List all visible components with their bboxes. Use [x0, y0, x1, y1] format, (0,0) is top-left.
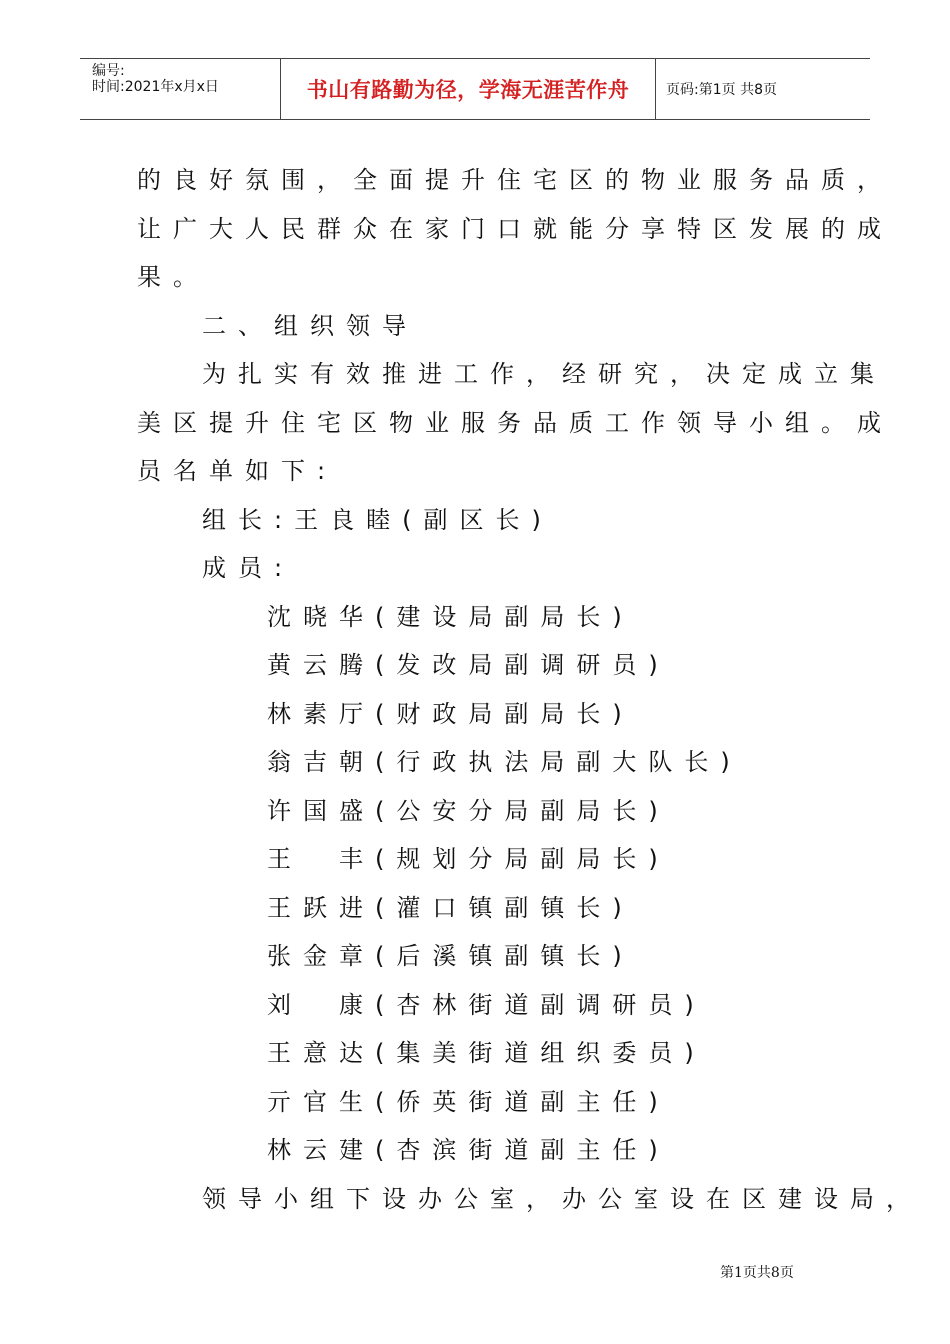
body-line: 美区提升住宅区物业服务品质工作领导小组。成 [137, 409, 893, 437]
member-item: 王跃进(灌口镇副镇长) [267, 894, 634, 922]
member-item: 张金章(后溪镇副镇长) [267, 942, 634, 970]
member-item: 沈晓华(建设局副局长) [267, 603, 634, 631]
header-left-cell [80, 59, 280, 119]
member-item: 林云建(杏滨街道副主任) [267, 1136, 670, 1164]
document-number-label: 编号: [92, 63, 125, 79]
leader-line: 组长:王良睦(副区长) [202, 506, 553, 534]
motto-text: 书山有路勤为径，学海无涯苦作舟 [306, 78, 630, 102]
body-line: 让广大人民群众在家门口就能分享特区发展的成 [137, 215, 893, 243]
member-item: 王 丰(规划分局副局长) [267, 845, 670, 873]
header-page-cell [656, 59, 880, 119]
body-line: 领导小组下设办公室，办公室设在区建设局， [202, 1185, 922, 1213]
member-item: 黄云腾(发改局副调研员) [267, 651, 670, 679]
body-line: 员名单如下: [137, 457, 338, 485]
body-line: 果。 [137, 263, 209, 291]
document-time-label: 时间:2021年x月x日 [92, 79, 219, 95]
member-item: 林素厅(财政局副局长) [267, 700, 634, 728]
member-item: 许国盛(公安分局副局长) [267, 797, 670, 825]
member-item: 翁吉朝(行政执法局副大队长) [267, 748, 742, 776]
members-label: 成员: [202, 554, 295, 582]
section-heading: 二、组织领导 [202, 312, 418, 340]
body-line: 的良好氛围，全面提升住宅区的物业服务品质， [137, 166, 893, 194]
page-info: 页码:第1页 共8页 [666, 82, 777, 98]
body-line: 为扎实有效推进工作，经研究，决定成立集 [202, 360, 886, 388]
member-item: 王意达(集美街道组织委员) [267, 1039, 706, 1067]
page-footer: 第1页共8页 [720, 1265, 794, 1281]
header-motto-cell [280, 59, 656, 119]
member-item: 亓官生(侨英街道副主任) [267, 1088, 670, 1116]
page-header [80, 58, 870, 120]
member-item: 刘 康(杏林街道副调研员) [267, 991, 706, 1019]
